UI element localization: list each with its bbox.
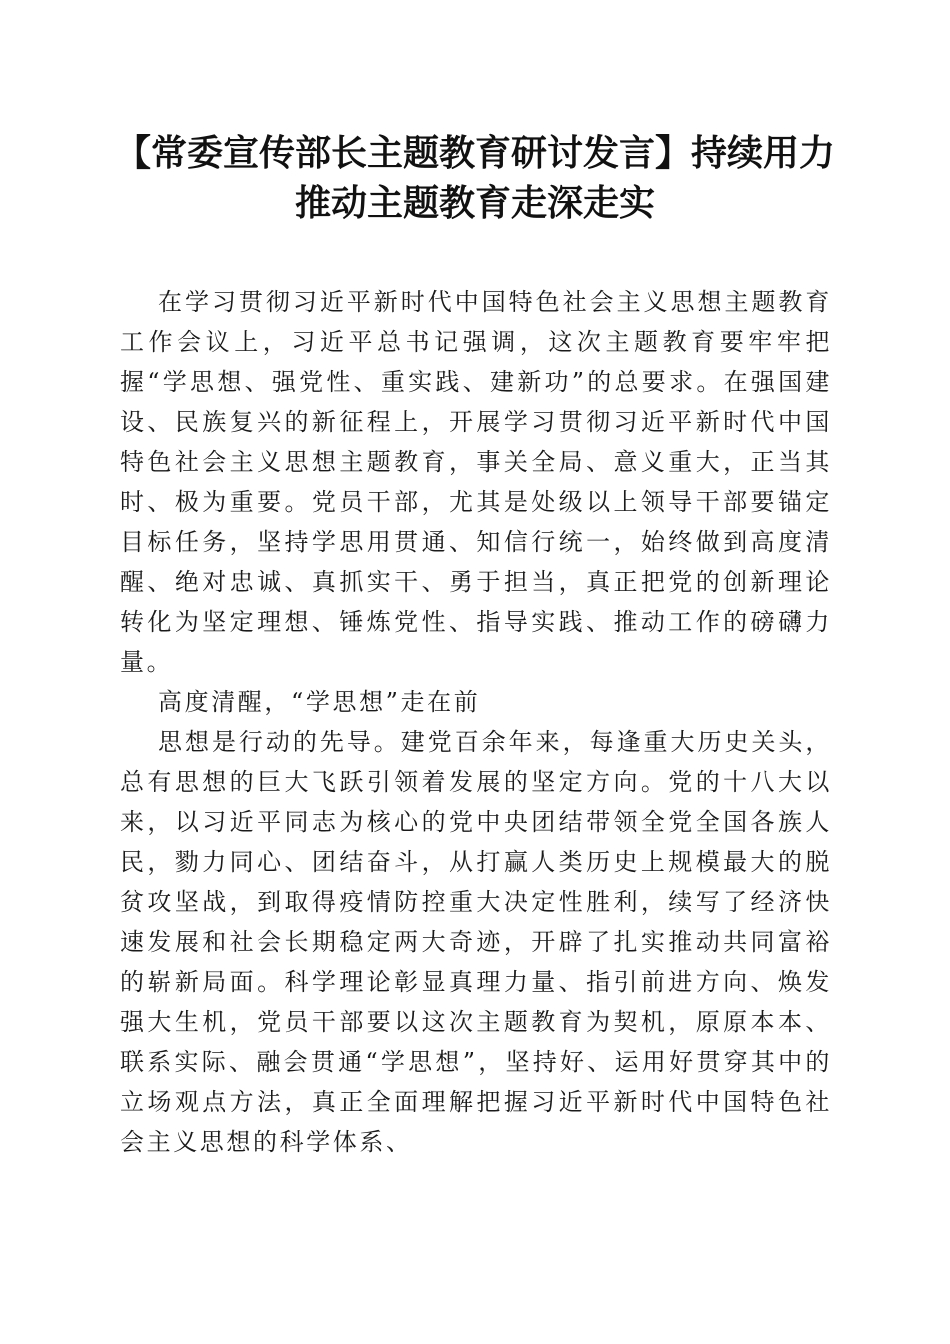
document-body bbox=[120, 282, 832, 1162]
title-line-1: 【常委宣传部长主题教育研讨发言】持续用力 bbox=[114, 132, 835, 174]
section-heading: 高度清醒，“学思想”走在前 bbox=[158, 688, 481, 716]
paragraph-section-1: 思想是行动的先导。建党百余年来，每逢重大历史关头，总有思想的巨大飞跃引领着发展的坚定方向。党的十八大以来，以习近平同志为核心的党中央团结带领全党全国各族人民，勠力同心、团结奋斗，从打赢人类历史上规模最大的脱贫攻坚战，到取得疫情防控重大决定性胜利，续写了经济快速发展和社会长期稳定两大奇迹，开辟了扎实推动共同富裕的崭新局面。科学理论彰显真理力量、指引前进方向、焕发强大生机，党员干部要以这次主题教育为契机，原原本本、联系实际、融会贯通“学思想”，坚持好、运用好贯穿其中的立场观点方法，真正全面理解把握习近平新时代中国特色社会主义思想的科学体系、 bbox=[120, 728, 832, 1156]
document-title bbox=[80, 128, 870, 228]
title-line-2: 推动主题教育走深走实 bbox=[294, 182, 655, 224]
paragraph-intro: 在学习贯彻习近平新时代中国特色社会主义思想主题教育工作会议上，习近平总书记强调，这次主题教育要牢牢把握“学思想、强党性、重实践、建新功”的总要求。在强国建设、民族复兴的新征程上，开展学习贯彻习近平新时代中国特色社会主义思想主题教育，事关全局、意义重大，正当其时、极为重要。党员干部，尤其是处级以上领导干部要锚定目标任务，坚持学思用贯通、知信行统一，始终做到高度清醒、绝对忠诚、真抓实干、勇于担当，真正把党的创新理论转化为坚定理想、锤炼党性、指导实践、推动工作的磅礴力量。 bbox=[120, 288, 832, 676]
